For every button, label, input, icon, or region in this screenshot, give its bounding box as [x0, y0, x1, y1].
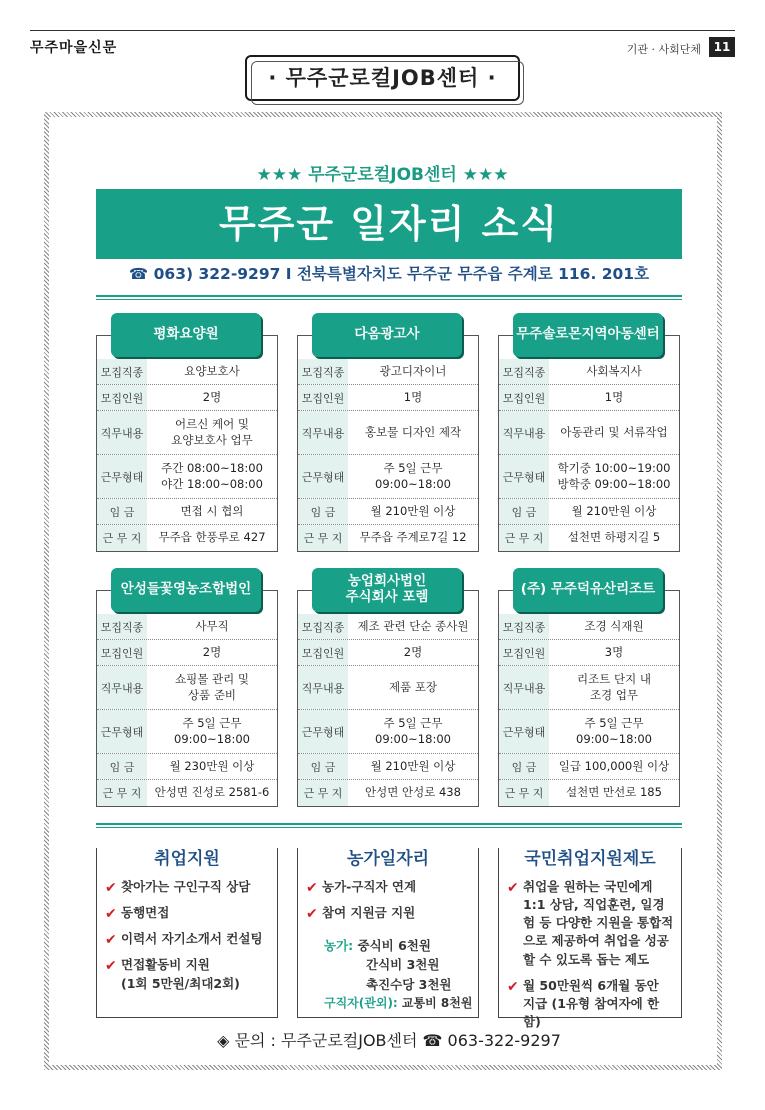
field-value: 2명 — [202, 389, 222, 404]
job-field-type — [97, 359, 277, 385]
notice-star-title: ★★★ 무주군로컬JOB센터 ★★★ — [256, 165, 509, 185]
job-field-type — [499, 359, 679, 385]
check-icon: ✔ — [306, 906, 318, 923]
list-item: ✔ 동행면접 — [105, 904, 271, 922]
check-icon: ✔ — [105, 906, 117, 923]
job-field-type — [298, 359, 478, 385]
field-value: 월 210만원 이상 — [370, 758, 456, 773]
field-label: 모집직종 — [97, 614, 147, 639]
field-label: 모집인원 — [298, 385, 348, 410]
field-value: 월 230만원 이상 — [169, 758, 255, 773]
field-value: 아동관리 및 서류작업 — [560, 424, 668, 439]
job-field-place — [499, 525, 679, 551]
page-number: 11 — [709, 37, 735, 57]
field-value: 월 210만원 이상 — [370, 503, 456, 518]
employer-name: 무주솔로몬지역아동센터 — [513, 313, 663, 357]
field-label: 근 무 지 — [97, 780, 147, 806]
job-field-form — [499, 710, 679, 754]
job-field-form — [499, 455, 679, 499]
farm-line: 촉진수당 3천원 — [366, 976, 452, 992]
field-value: 주 5일 근무 09:00~18:00 — [576, 715, 652, 746]
field-label: 모집직종 — [298, 359, 348, 384]
list-item: ✔ 참여 지원금 지원 — [306, 904, 472, 922]
job-field-place — [298, 525, 478, 551]
check-icon: ✔ — [105, 932, 117, 949]
field-label: 직무내용 — [499, 666, 549, 709]
field-label: 모집직종 — [97, 359, 147, 384]
employer-name: 평화요양원 — [111, 313, 261, 357]
farm-job-box — [297, 848, 479, 1018]
check-icon: ✔ — [105, 958, 117, 975]
field-value: 설천면 하평지길 5 — [567, 530, 661, 545]
field-label: 근무형태 — [97, 455, 147, 498]
field-value: 사무직 — [195, 618, 229, 633]
job-field-count — [499, 640, 679, 666]
job-field-place — [298, 780, 478, 806]
list-item: ✔ 농가-구직자 연계 — [306, 878, 472, 896]
field-value: 홍보물 디자인 제작 — [364, 424, 462, 439]
job-field-duty — [97, 411, 277, 455]
farm-line: 간식비 3천원 — [366, 957, 440, 973]
divider — [96, 827, 682, 828]
job-field-form — [97, 455, 277, 499]
list-item: ✔ 월 50만원씩 6개월 동안 지급 (1유형 참여자에 한함) — [507, 977, 660, 1029]
field-label: 직무내용 — [499, 411, 549, 454]
section-label: 기관 · 사회단체 — [626, 43, 701, 56]
field-value: 월 210만원 이상 — [571, 503, 657, 518]
field-value: 주 5일 근무 09:00~18:00 — [174, 715, 250, 746]
paper-logo: 무주마을신문 — [30, 40, 118, 56]
field-label: 직무내용 — [97, 411, 147, 454]
field-label: 임 금 — [298, 499, 348, 524]
field-value: 제조 관련 단순 종사원 — [357, 618, 469, 633]
field-value: 1명 — [604, 389, 624, 404]
field-label: 근 무 지 — [298, 525, 348, 551]
notice-main-title: 무주군 일자리 소식 — [96, 189, 682, 259]
farm-line: 중식비 6천원 — [357, 938, 431, 953]
employer-name: 농업회사법인 주식회사 포렘 — [312, 568, 462, 612]
field-value: 무주읍 한풍루로 427 — [158, 530, 266, 545]
field-label: 임 금 — [298, 754, 348, 779]
job-field-place — [97, 780, 277, 806]
field-value: 리조트 단지 내 조경 업무 — [577, 671, 651, 702]
farm-job-title: 농가일자리 — [341, 849, 435, 869]
field-label: 근 무 지 — [499, 525, 549, 551]
section-title-banner: · 무주군로컬JOB센터 · — [245, 55, 520, 101]
field-label: 직무내용 — [97, 666, 147, 709]
field-value: 주 5일 근무 09:00~18:00 — [375, 715, 451, 746]
field-label: 임 금 — [499, 499, 549, 524]
field-value: 안성면 진성로 2581-6 — [154, 785, 270, 800]
job-field-wage — [499, 499, 679, 525]
field-label: 근 무 지 — [499, 780, 549, 806]
national-support-title: 국민취업지원제도 — [518, 849, 661, 869]
job-field-form — [298, 710, 478, 754]
field-value: 안성면 안성로 438 — [365, 785, 461, 800]
job-field-place — [97, 525, 277, 551]
field-value: 설천면 만선로 185 — [566, 785, 662, 800]
field-label: 모집직종 — [499, 359, 549, 384]
field-label: 임 금 — [97, 499, 147, 524]
job-field-count — [97, 385, 277, 411]
field-label: 모집인원 — [298, 640, 348, 665]
job-field-count — [499, 385, 679, 411]
field-label: 근무형태 — [499, 710, 549, 753]
field-label: 모집인원 — [499, 385, 549, 410]
field-label: 근무형태 — [499, 455, 549, 498]
field-label: 근 무 지 — [298, 780, 348, 806]
list-item: ✔ 면접활동비 지원 (1회 5만원/최대2회) — [105, 957, 240, 991]
field-value: 2명 — [202, 644, 222, 659]
check-icon: ✔ — [105, 880, 117, 896]
field-value: 주간 08:00~18:00 야간 18:00~08:00 — [161, 460, 263, 491]
job-field-duty — [298, 666, 478, 710]
field-label: 근무형태 — [298, 710, 348, 753]
job-field-type — [298, 614, 478, 640]
farm-label: 농가: — [324, 938, 354, 953]
job-field-type — [97, 614, 277, 640]
field-value: 제품 포장 — [388, 679, 438, 694]
field-value: 조경 식재원 — [584, 618, 644, 633]
field-value: 요양보호사 — [184, 363, 240, 378]
job-field-count — [298, 640, 478, 666]
field-value: 1명 — [403, 389, 423, 404]
field-value: 사회복지사 — [586, 363, 642, 378]
field-value: 일급 100,000원 이상 — [558, 758, 670, 773]
job-field-count — [298, 385, 478, 411]
list-item: ✔ 이력서 자기소개서 컨설팅 — [105, 930, 271, 948]
national-support-box — [498, 848, 682, 1029]
job-field-type — [499, 614, 679, 640]
employment-support-box — [96, 848, 278, 1018]
inquiry-line: ◈ 문의 : 무주군로컬JOB센터 ☎ 063-322-9297 — [217, 1031, 561, 1050]
field-label: 모집인원 — [97, 640, 147, 665]
field-label: 모집직종 — [298, 614, 348, 639]
field-value: 3명 — [604, 644, 624, 659]
field-value: 면접 시 협의 — [180, 503, 244, 518]
job-field-duty — [499, 666, 679, 710]
field-value: 학기중 10:00~19:00 방학중 09:00~18:00 — [557, 460, 671, 491]
job-field-place — [499, 780, 679, 806]
employer-name: (주) 무주덕유산리조트 — [513, 568, 663, 612]
field-label: 직무내용 — [298, 666, 348, 709]
field-label: 모집직종 — [499, 614, 549, 639]
job-field-duty — [97, 666, 277, 710]
field-label: 근무형태 — [97, 710, 147, 753]
check-icon: ✔ — [507, 880, 519, 896]
check-icon: ✔ — [507, 978, 519, 995]
field-value: 주 5일 근무 09:00~18:00 — [375, 460, 451, 491]
field-label: 근 무 지 — [97, 525, 147, 551]
check-icon: ✔ — [306, 880, 318, 896]
job-field-wage — [97, 499, 277, 525]
list-item: ✔ 찾아가는 구인구직 상담 — [105, 878, 271, 896]
field-label: 모집인원 — [97, 385, 147, 410]
seeker-value: 교통비 8천원 — [401, 996, 473, 1010]
job-field-count — [97, 640, 277, 666]
field-label: 직무내용 — [298, 411, 348, 454]
job-field-wage — [298, 754, 478, 780]
job-field-form — [298, 455, 478, 499]
employer-name: 안성들꽃영농조합법인 — [111, 568, 261, 612]
field-label: 임 금 — [97, 754, 147, 779]
field-label: 모집인원 — [499, 640, 549, 665]
field-value: 무주읍 주계로7길 12 — [359, 530, 467, 545]
field-value: 광고디자이너 — [379, 363, 447, 378]
field-value: 어르신 케어 및 요양보호사 업무 — [171, 416, 253, 447]
job-field-wage — [499, 754, 679, 780]
employment-support-title: 취업지원 — [148, 849, 226, 869]
job-field-wage — [298, 499, 478, 525]
divider — [96, 299, 682, 300]
contact-line: ☎ 063) 322-9297 I 전북특별자치도 무주군 무주읍 주계로 116. 201호 — [128, 265, 650, 283]
seeker-label: 구직자(관외): — [324, 996, 398, 1010]
field-value: 쇼핑몰 관리 및 상품 준비 — [175, 671, 249, 702]
employer-name: 다옴광고사 — [312, 313, 462, 357]
job-field-wage — [97, 754, 277, 780]
divider — [96, 295, 682, 297]
divider — [96, 823, 682, 825]
field-value: 2명 — [403, 644, 423, 659]
job-field-duty — [298, 411, 478, 455]
job-field-duty — [499, 411, 679, 455]
job-field-form — [97, 710, 277, 754]
list-item: ✔ 취업을 원하는 국민에게 1:1 상담, 직업훈련, 일경험 등 다양한 지원을 통합적으로 제공하여 취업을 성공할 수 있도록 돕는 제도 — [507, 879, 674, 967]
field-label: 임 금 — [499, 754, 549, 779]
field-label: 근무형태 — [298, 455, 348, 498]
